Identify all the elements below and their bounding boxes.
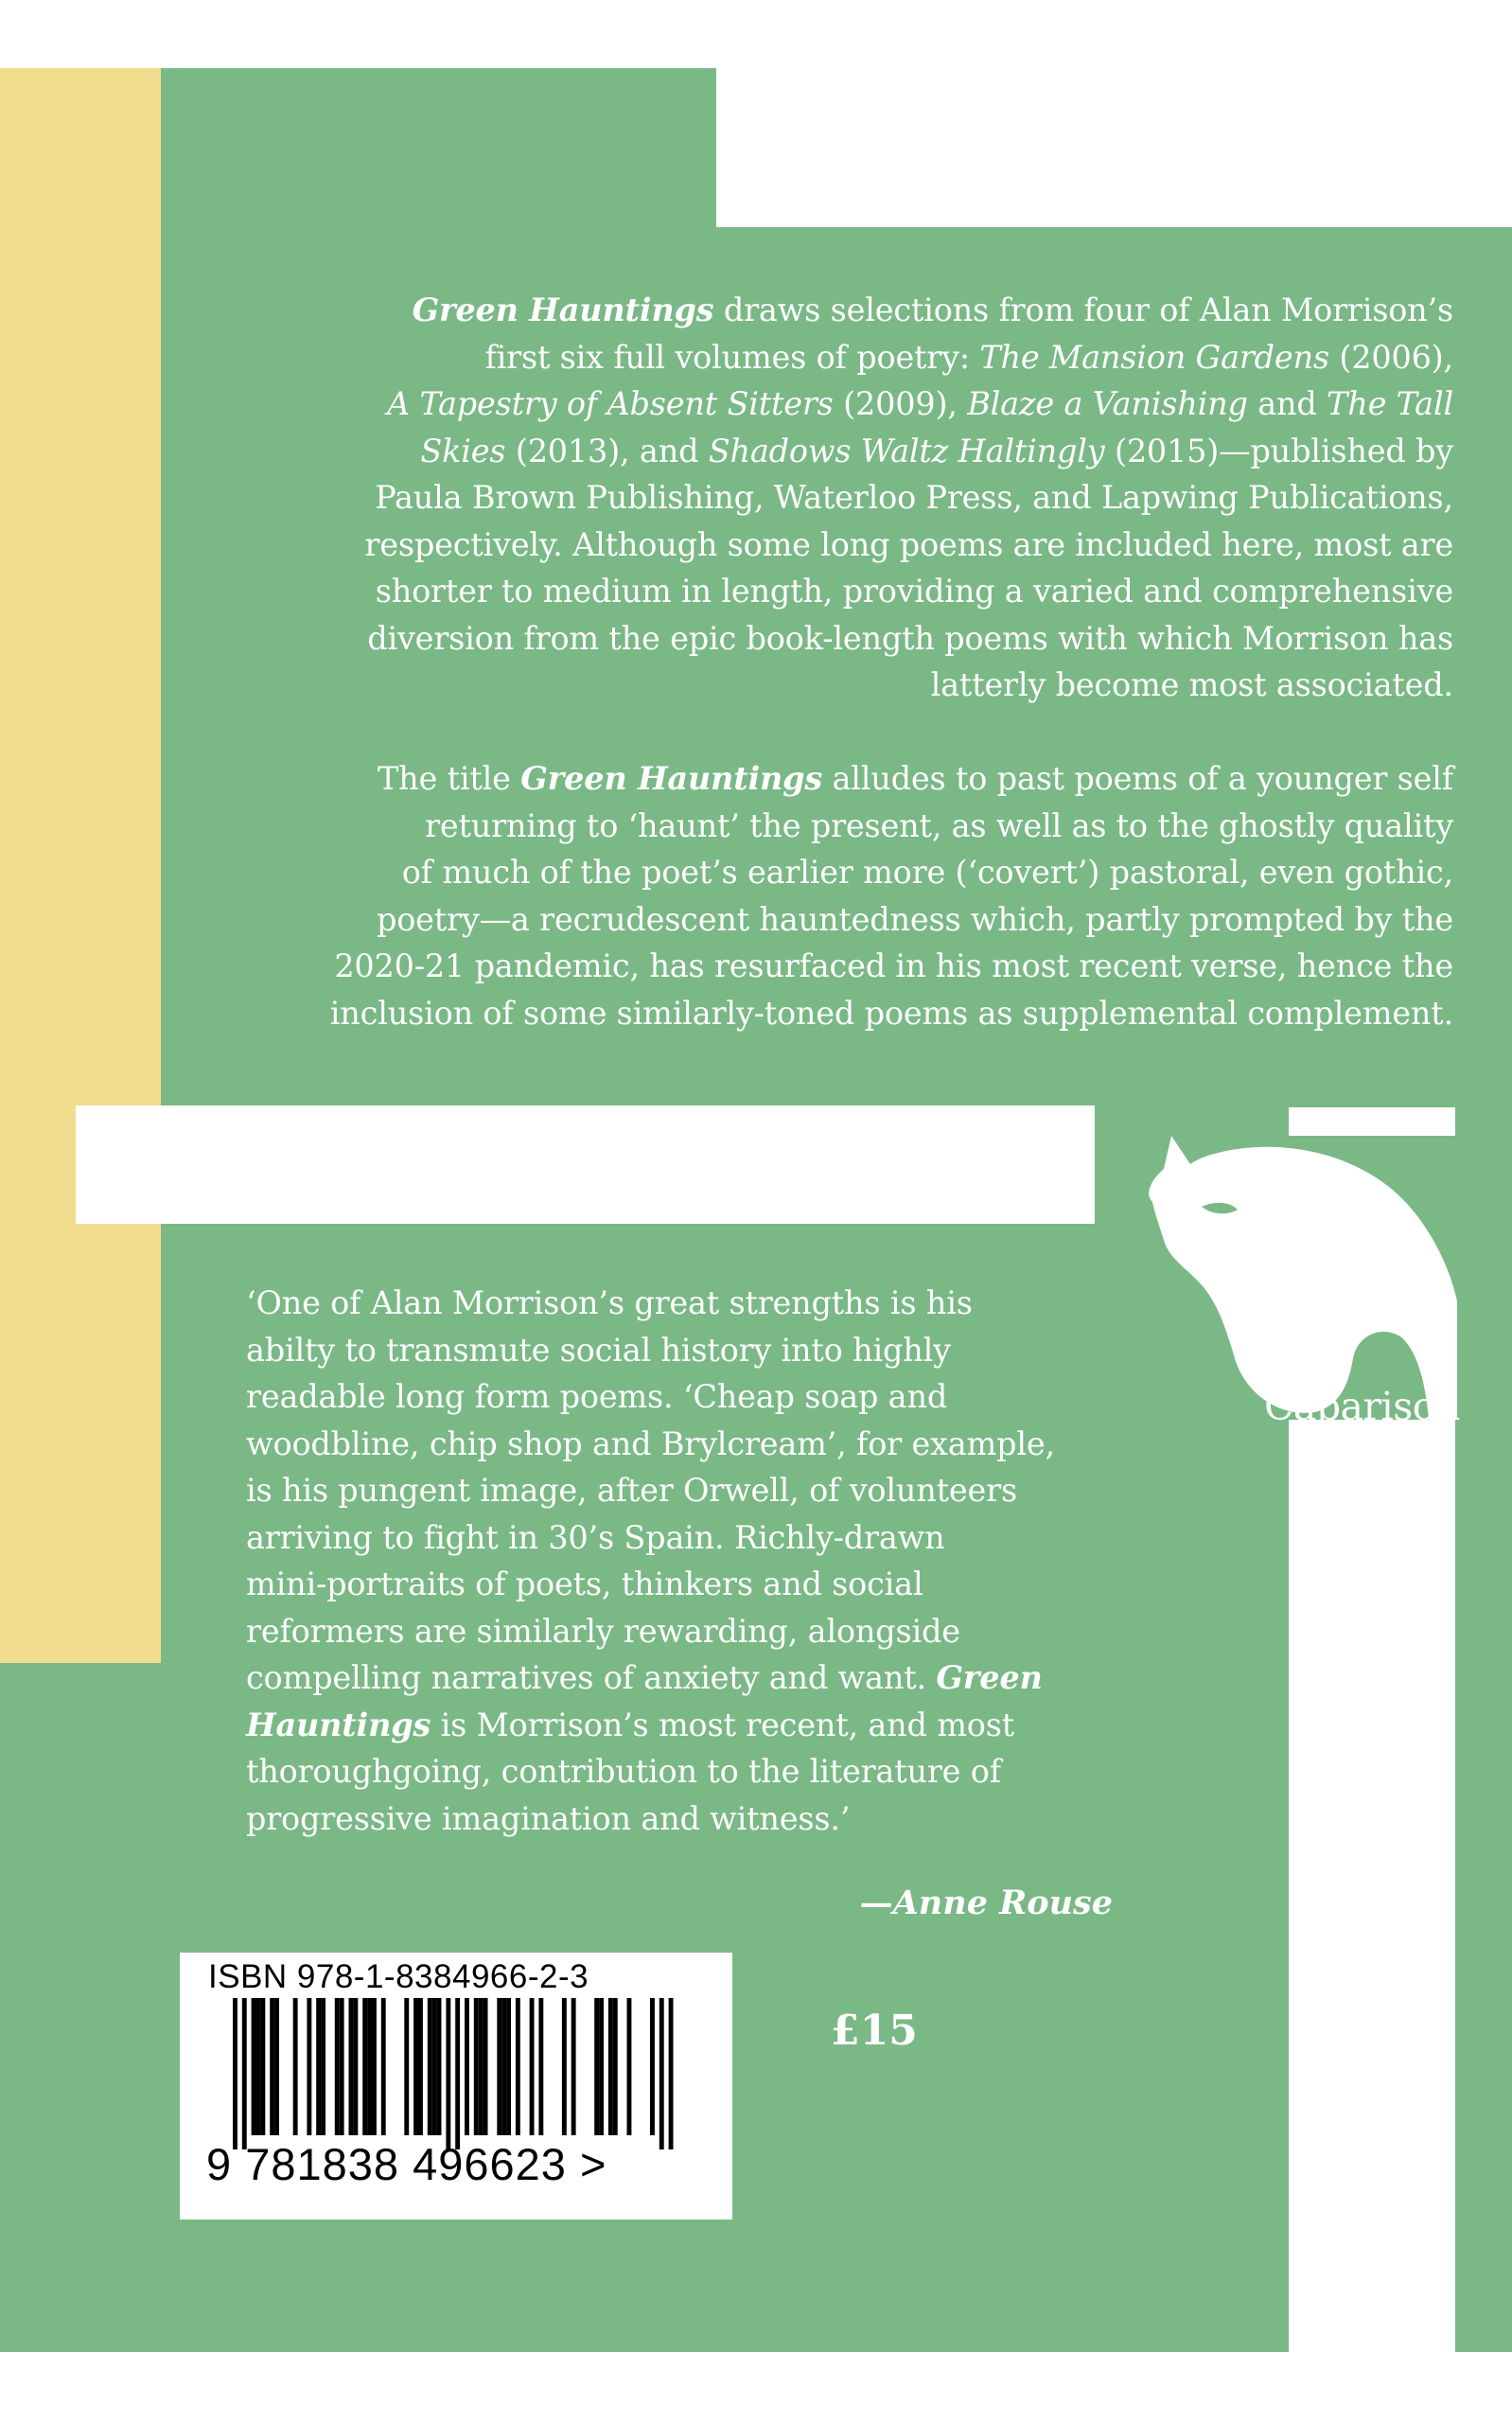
quote-text [246,1280,1154,1842]
isbn-barcode [180,1953,732,2220]
barcode-bar [367,1998,372,2135]
quote-line: compelling narratives of anxiety and want. Green [246,1659,1043,1696]
barcode-bar [474,1998,479,2135]
blurb-2-line: poetry—a recrudescent hauntedness which, partly prompted by the [376,900,1453,938]
price: £15 [831,2007,918,2055]
barcode-bar [307,1998,311,2135]
barcode-bar [501,1998,506,2135]
blurb-paragraph-2 [265,755,1453,1036]
barcode-bar [372,1998,377,2135]
barcode-bar [260,1998,265,2135]
barcode-bar [594,1998,599,2135]
barcode-bar [562,1998,567,2135]
barcode-bar [538,1998,543,2135]
blurb-text-2 [265,755,1453,1036]
blurb-2-line: The title Green Hauntings alludes to past poems of a younger self [378,760,1453,797]
blurb-2-line: of much of the poet’s earlier more (‘covert’) pastoral, even gothic, [401,854,1453,891]
barcode-bar [608,1998,613,2135]
barcode-bar [483,1998,488,2135]
barcode-bar [659,1998,664,2149]
barcode-bar [335,1998,340,2135]
quote-line: reformers are similarly rewarding, alongside [246,1612,960,1650]
quote-line: woodbline, chip shop and Brylcream’, for example, [246,1424,1055,1462]
barcode-bar [506,1998,511,2135]
barcode-bar [349,1998,354,2135]
blurb-paragraph-1 [265,287,1453,709]
blurb-1-line: Green Hauntings draws selections from four of Alan Morrison’s [412,292,1453,328]
blurb-1-line: respectively. Although some long poems are included here, most are [364,525,1453,563]
barcode-bar [274,1998,279,2135]
blurb-1-line: first six full volumes of poetry: The Mansion Gardens (2006), [484,338,1453,376]
barcode-bar [599,1998,604,2135]
barcode-bar [669,1998,674,2149]
horse-head-icon [1145,1136,1457,1420]
blurb-1-line: Paula Brown Publishing, Waterloo Press, and Lapwing Publications, [375,479,1453,516]
quote-line: arriving to fight in 30’s Spain. Richly-drawn [246,1518,945,1556]
barcode-bar [432,1998,437,2135]
quote-line: readable long form poems. ‘Cheap soap and [246,1378,948,1415]
blurb-1-line: Skies (2013), and Shadows Waltz Haltingly (2015)—published by [420,432,1453,469]
barcode-bar [516,1998,520,2135]
barcode-bar [242,1998,247,2149]
quote-line: ‘One of Alan Morrison’s great strengths is his [246,1284,973,1321]
review-quote [246,1280,1154,1842]
ean-digits: 9 781838 496623 > [206,2139,607,2189]
quote-attribution: —Anne Rouse [859,1884,1113,1922]
barcode-bar [340,1998,344,2135]
quote-line: is his pungent image, after Orwell, of volunteers [246,1472,1017,1509]
barcode-bar [270,1998,274,2135]
barcode-bar [530,1998,535,2135]
isbn-label: ISBN 978-1-8384966-2-3 [208,1958,589,1995]
barcode-bar [233,1998,237,2149]
quote-line: Hauntings is Morrison’s most recent, and most [246,1706,1014,1743]
barcode-bar [404,1998,409,2135]
barcode-bar [362,1998,367,2135]
blurb-1-line: latterly become most associated. [930,666,1453,703]
yellow-strip [0,68,161,1663]
barcode-bar [497,1998,501,2135]
barcode-bars [210,1998,702,2149]
barcode-bar [381,1998,386,2135]
barcode-bar [428,1998,432,2135]
blurb-2-line: 2020-21 pandemic, has resurfaced in his most recent verse, hence the [334,947,1453,984]
barcode-bar [571,1998,576,2135]
quote-line: thoroughgoing, contribution to the literature of [246,1753,1001,1790]
background-green-top [161,68,716,239]
barcode-bar [479,1998,483,2135]
barcode-bar [252,1998,256,2135]
barcode-bar [418,1998,423,2135]
barcode-bar [455,1998,460,2149]
quote-line: progressive imagination and witness.’ [246,1799,851,1837]
background-green-right [1455,1107,1512,2352]
white-bar [76,1105,1095,1224]
blurb-text-1 [265,287,1453,709]
blurb-1-line: diversion from the epic book-length poems with which Morrison has [367,619,1453,657]
barcode-bar [413,1998,418,2135]
barcode-bar [437,1998,442,2135]
barcode-bar [613,1998,618,2135]
barcode-bar [256,1998,261,2135]
quote-line: mini-portraits of poets, thinkers and social [246,1565,923,1602]
publisher-name: Caparison [1264,1384,1460,1429]
barcode-bar [353,1998,358,2135]
blurb-1-line: shorter to medium in length, providing a varied and comprehensive [375,573,1453,610]
barcode-bar [293,1998,298,2135]
barcode-bar [627,1998,632,2135]
barcode-bar [465,1998,469,2135]
blurb-2-line: inclusion of some similarly-toned poems as supplemental complement. [329,994,1453,1032]
barcode-bar [446,1998,450,2149]
blurb-2-line: returning to ‘haunt’ the present, as well as to the ghostly quality [425,806,1453,844]
quote-line: abilty to transmute social history into highly [246,1331,951,1369]
barcode-bar [316,1998,321,2135]
blurb-1-line: A Tapestry of Absent Sitters (2009), Blaze a Vanishing and The Tall [387,385,1453,422]
barcode-bar [650,1998,655,2135]
barcode-bar [321,1998,325,2135]
